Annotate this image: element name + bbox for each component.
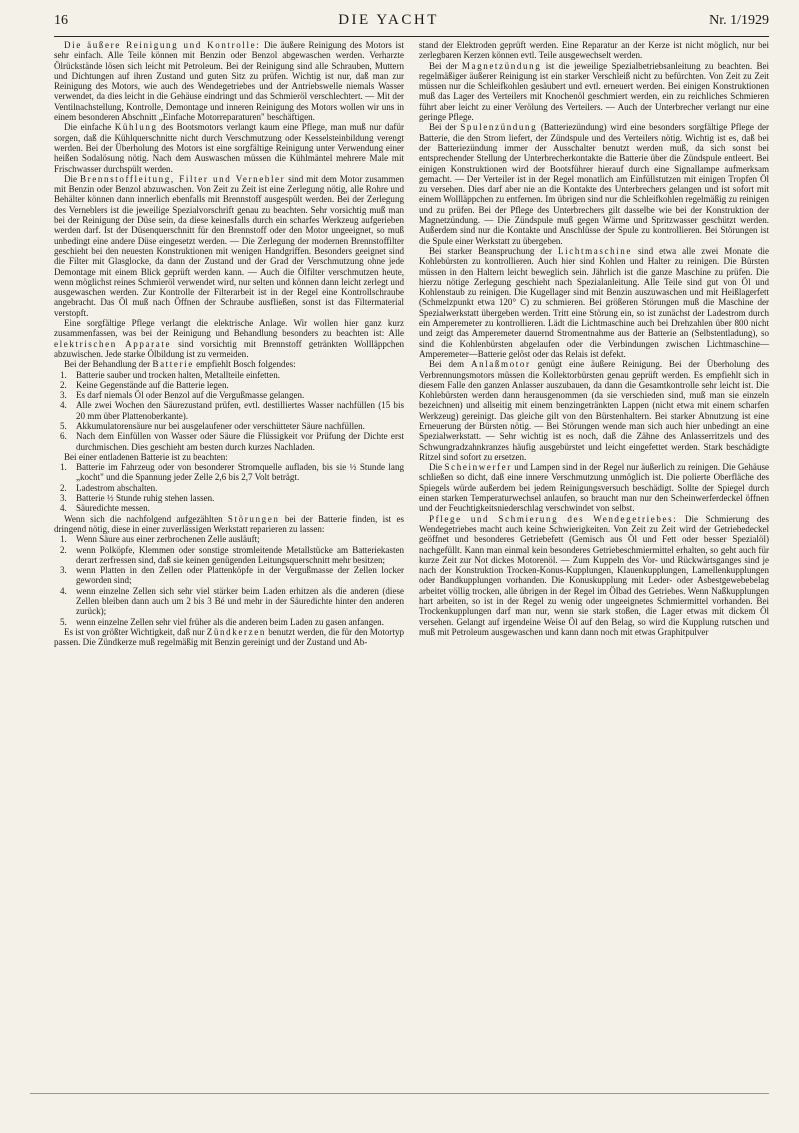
page-number: 16 <box>54 13 68 28</box>
paragraph-spark-plugs: Es ist von größter Wichtigkeit, daß nur Zündkerzen benutzt werden, die für den Motortyp passen. Die Zündkerze muß regelmäßig mit Benzin gereinigt und der Zustand und Ab- <box>54 626 404 648</box>
paragraph-electrics: Eine sorgfältige Pflege verlangt die elektrische Anlage. Wir wollen hier ganz kurz zusammenfassen, was bei der Reinigung und Behandlung besonders zu beachten ist: Alle elektrischen Apparate sind vorsichtig mit Brennstoff getränkten Wollläppchen abzuwischen. Jede starke Ölbildung ist zu vermeiden. <box>54 318 404 359</box>
list-item <box>54 431 404 452</box>
list-text: Ladestrom abschalten. <box>76 482 158 493</box>
list-item <box>54 483 404 493</box>
list-item <box>54 421 404 431</box>
discharged-battery-list <box>54 462 404 513</box>
list-text: Batterie ½ Stunde ruhig stehen lassen. <box>76 493 215 504</box>
list-number: 5. <box>60 616 67 627</box>
paragraph-starter: Bei dem Anlaßmotor genügt eine äußere Reinigung. Bei der Überholung des Verbrennungsmotors müssen die Kollektorbürsten genau geprüft werden. Es empfiehlt sich in diesem Falle den ganzen Anlasser auszubauen, da dann die Gesamtkontrolle sehr leicht ist. Die Kohlebürsten werden dann herausgenommen (da sie verschieden sind, muß man sie einzeln bezeichnen) und allseitig mit einem benzingetränkten Lappen (nicht etwa mit einem scharfen Werkzeug) gereinigt. Das gleiche gilt von den Bürstenhaltern. Bei starker Abnutzung ist eine Erneuerung der Bürsten nötig. — Bei Störungen wende man sich auch hier unbedingt an eine Spezialwerkstatt. — Sehr wichtig ist es noch, daß die Zähne des Anlasserritzels und des Schwungradzahnkranzes häufig ausgebürstet und leicht eingefettet werden. Stark beschädigte Ritzel sind sofort zu ersetzen. <box>419 359 769 462</box>
paragraph-magneto: Bei der Magnetzündung ist die jeweilige Spezialbetriebsanleitung zu beachten. Bei regelmäßiger äußerer Reinigung ist ein starker Verschleiß nicht zu befürchten. Von Zeit zu Zeit müssen nur die Schleifkohlen gesäubert und evtl. erneuert werden. Bei einigen Konstruktionen muß das Lager des Verteilers mit Knochenöl geschmiert werden, ein zu reichliches Schmieren führt aber leicht zu einer Verölung des Verteilers. — Auch der Unterbrecher verlangt nur eine geringe Pflege. <box>419 60 770 123</box>
list-item <box>54 493 404 503</box>
paragraph-coil-ignition: Bei der Spulenzündung (Batteriezündung) wird eine besonders sorgfältige Pflege der Batterie, die den Strom liefert, der Zündspule und des Verteilers nötig. Wichtig ist es, daß bei der Batteriezündung immer der Ausschalter benutzt werden muß, da sich sonst bei entsprechender Stellung der Unterbrecherkontakte die Batterie über die Zündspule entleert. Bei einigen Konstruktionen wird der Bootsführer hierauf durch eine Signallampe aufmerksam gemacht. — Der Verteiler ist in der Regel monatlich am Einfüllstutzen mit einigen Tropfen Öl zu versehen. Dies darf aber nie an die Kontakte des Unterbrechers gelangen und ist sofort mit einem Wollläppchen zu entfernen. Im übrigen sind nur die Schleifkohlen regelmäßig zu reinigen und zu prüfen. Bei der Pflege des Unterbrechers gilt dasselbe wie bei der Konstruktion der Magnetzündung. — Die Zündspule muß gegen Wärme und Spritzwasser geschützt werden. Außerdem sind nur die Kontakte und Anschlüsse der Spule zu kontrollieren. Bei Störungen ist die Spule einer Werkstatt zu übergeben. <box>419 122 769 246</box>
list-text: Säuredichte messen. <box>76 503 150 514</box>
paragraph-battery: Bei der Behandlung der Batterie empfiehlt Bosch folgendes: <box>64 359 296 370</box>
battery-faults-list <box>54 534 404 627</box>
list-number: 4. <box>60 400 67 411</box>
paragraph-cooling: Die einfache Kühlung des Bootsmotors verlangt kaum eine Pflege, man muß nur dafür sorgen, daß die Kühlquerschnitte nicht durch Verschmutzung oder Kesselsteinbildung verengt werden. Bei der Überholung des Motors ist eine sorgfältige Reinigung unter Verwendung einer heißen Sodalösung nötig. Nach dem Auswaschen müssen die Kühlmäntel mehrere Male mit Frischwasser durchspült werden. <box>54 122 404 174</box>
list-text: Es darf niemals Öl oder Benzol auf die Vergußmasse gelangen. <box>76 390 305 401</box>
list-text: Wenn Säure aus einer zerbrochenen Zelle ausläuft; <box>76 534 260 545</box>
paragraph-discharged: Bei einer entladenen Batterie ist zu beachten: <box>64 451 228 462</box>
list-number: 2. <box>60 379 67 390</box>
paragraph-spark-plugs-cont: stand der Elektroden geprüft werden. Eine Reparatur an der Kerze ist nicht möglich, nur bei zerlegbaren Kerzen können evtl. Teile ausgewechselt werden. <box>419 40 769 61</box>
list-text: Alle zwei Wochen den Säurezustand prüfen, evtl. destilliertes Wasser nachfüllen (15 bis 20 mm über Plattenoberkante). <box>76 400 404 421</box>
list-number: 1. <box>60 462 67 473</box>
list-item <box>54 565 404 586</box>
list-item <box>54 545 404 566</box>
page-header <box>54 12 769 32</box>
issue-number: Nr. 1/1929 <box>709 13 769 28</box>
list-text: Batterie im Fahrzeug oder von besonderer Stromquelle aufladen, bis sie ½ Stunde lang „kocht" und die Spannung jeder Zelle 2,6 bis 2,7 Volt beträgt. <box>76 462 404 483</box>
list-number: 2. <box>60 482 67 493</box>
paragraph-gearbox: Pflege und Schmierung des Wendegetriebes: Die Schmierung des Wendegetriebes macht auch keine Schwierigkeiten. Von Zeit zu Zeit wird der Getriebedeckel geöffnet und besonderes Getriebefett (Gemisch aus Öl und Fett oder besser Spezialöl) nachgefüllt. Kann man einmal kein besonderes Getriebeschmiermittel erhalten, so geht auch für kurze Zeit zur Not dickes Motorenöl. — Zum Kuppeln des Vor- und Rückwärtsganges sind je nach der Konstruktion Trocken-Konus-Kupplungen, Klauenkupplungen, Lamellenkupplungen oder Bandkupplungen vorhanden. Die Konuskupplung mit Leder- oder Asbestgewebebelag arbeitet völlig trocken, alle übrigen in der Regel im Ölbad des Getriebes. Wenn Naßkupplungen hart arbeiten, so ist in der Regel zu wenig oder ungeeignetes Schmiermittel vorhanden. Bei Trockenkupplungen darf man nur, wenn sie stark stoßen, die Lager etwas mit dickem Öl versehen. Gelangt auf irgendeine Weise Öl auf den Belag, so wird die Kupplung rutschen und muß mit Petroleum ausgewaschen und kann dann noch mit etwas Graphitpulver <box>419 513 769 637</box>
list-text: Nach dem Einfüllen von Wasser oder Säure die Flüssigkeit vor Prüfung der Dichte erst durchmischen. Dies geschieht am besten durch kurzes Nachladen. <box>76 431 404 452</box>
left-column <box>54 40 404 648</box>
list-item <box>54 503 404 513</box>
list-number: 4. <box>60 503 67 514</box>
list-item <box>54 617 404 627</box>
list-text: wenn einzelne Zellen sehr viel früher als die anderen beim Laden zu gasen anfangen. <box>76 616 384 627</box>
battery-care-list <box>54 370 404 452</box>
list-item <box>54 390 404 400</box>
bottom-rule <box>30 1093 769 1094</box>
right-column <box>419 40 769 648</box>
list-number: 3. <box>60 565 67 576</box>
list-text: wenn einzelne Zellen sich sehr viel stärker beim Laden erhitzen als die anderen (diese Zellen bleiben dann auch um 2 bis 3 Bé und mehr in der Säuredichte hinter den anderen zurück); <box>76 585 404 617</box>
list-item <box>54 586 404 617</box>
list-text: Akkumulatorensäure nur bei ausgelaufener oder verschütteter Säure nachfüllen. <box>76 420 365 431</box>
list-number: 3. <box>60 390 67 401</box>
list-item <box>54 370 404 380</box>
list-number: 2. <box>60 544 67 555</box>
list-number: 1. <box>60 369 67 380</box>
list-text: wenn Polköpfe, Klemmen oder sonstige stromleitende Metallstücke am Batteriekasten derart zerfressen sind, daß sie keinen genügenden Leitungsquerschnitt mehr besitzen; <box>76 544 404 565</box>
paragraph-cleaning: Die äußere Reinigung und Kontrolle: Die äußere Reinigung des Motors ist sehr einfach. Alle Teile können mit Benzin oder Benzol abgewaschen werden. Verharzte Ölrückstände lösen sich leicht mit Petroleum. Bei der Reinigung sind alle Schrauben, Muttern und Dichtungen auf ihren Zustand und guten Sitz zu prüfen. Wichtig ist nur, daß man zur Reinigung des Motors, wie auch des Wendegetriebes und der Antriebswelle niemals Wasser verwendet, da dies leicht in die Gehäuse eindringt und das Schmieröl verschlechtert. — Mit der Ventilnachstellung, Kontrolle, Demontage und inneren Reinigung des Motors wollen wir uns in einem besonderen Abschnitt „Einfache Motorreparaturen" beschäftigen. <box>54 40 404 123</box>
header-rule <box>54 36 769 37</box>
list-item <box>54 400 404 421</box>
list-text: Keine Gegenstände auf die Batterie legen. <box>76 379 229 390</box>
list-number: 5. <box>60 420 67 431</box>
list-item <box>54 462 404 483</box>
list-item <box>54 380 404 390</box>
paragraph-headlights: Die Scheinwerfer und Lampen sind in der Regel nur äußerlich zu reinigen. Die Gehäuse schließen so dicht, daß eine innere Verschmutzung unmöglich ist. Die polierte Oberfläche des Spiegels würde außerdem bei jedem Reinigungsversuch beschädigt. Sollte der Spiegel durch einen starken Temperaturwechsel anlaufen, so braucht man nur den Scheinwerferdeckel öffnen und der Feuchtigkeitsniederschlag verschwindet von selbst. <box>419 462 769 514</box>
list-number: 3. <box>60 493 67 504</box>
paragraph-dynamo: Bei starker Beanspruchung der Lichtmaschine sind etwa alle zwei Monate die Kohlebürsten zu kontrollieren. Auch hier sind Kohlen und Halter zu reinigen. Die Bürsten müssen in den Haltern leicht beweglich sein. Jährlich ist die ganze Maschine zu prüfen. Die hierzu nötige Zerlegung geschieht nach Spezialanleitung. Alle Teile sind gut von Öl und Kohlenstaub zu reinigen. Die Kugellager sind mit Benzin auszuwaschen und mit Heißlagerfett (Schmelzpunkt etwa 120° C) zu schmieren. Bei größeren Störungen muß die Maschine der Spezialwerkstatt übergeben werden. Tritt eine Störung ein, so ist zunächst der Ladestrom durch ein Amperemeter zu kontrollieren. Lädt die Lichtmaschine auch bei Drehzahlen über 800 nicht und zeigt das Amperemeter dauernd Stromentnahme aus der Batterie an (Selbstentladung), so sind die Kohlenbürsten abgelaufen oder die Verbindungen zwischen Lichtmaschine—Amperemeter—Batterie gelöst oder das Relais ist defekt. <box>419 245 769 359</box>
paragraph-faults: Wenn sich die nachfolgend aufgezählten Störungen bei der Batterie finden, ist es dringend nötig, diese in einer zuverlässigen Werkstatt reparieren zu lassen: <box>54 513 404 534</box>
magazine-title: DIE YACHT <box>338 12 439 28</box>
list-item <box>54 534 404 544</box>
list-number: 4. <box>60 585 67 596</box>
paragraph-fuel-line: Die Brennstoffleitung, Filter und Vernebler sind mit dem Motor zusammen mit Benzin oder Benzol abzuwaschen. Von Zeit zu Zeit ist eine Zerlegung nötig, alle Rohre und Behälter können dann innerlich ebenfalls mit Brennstoff ausgespült werden. Bei der Zerlegung des Verneblers ist die jeweilige Spezialvorschrift genau zu beachten. Sehr vorsichtig muß man bei der Reinigung der Düse sein, da diese keinesfalls durch ein scharfes Werkzeug aufgerieben werden darf. Ist der Düsenquerschnitt für den Brennstoff oder den Motor ungeeignet, so muß unbedingt eine andere Düse eingesetzt werden. — Die Zerlegung der modernen Brennstoffilter geschieht bei den neuesten Konstruktionen mit wenigen Handgriffen. Besonders geeignet sind die Filter mit Glasglocke, da dann der Zustand und der Grad der Verschmutzung ohne jede Demontage mit einem Blick geprüft werden kann. — Auch die Ölfilter verschmutzen heute, wenn möglichst reines Schmieröl verwendet wird, nur selten und können dann leicht zerlegt und ausgewaschen werden. Zur Kontrolle der Filterarbeit ist in der Regel eine Kontrollschraube angebracht. Das Öl muß nach Öffnen der Schraube ausfließen, sonst ist das Filtermaterial verstopft. <box>54 173 404 318</box>
list-text: Batterie sauber und trocken halten, Metallteile einfetten. <box>76 369 280 380</box>
list-number: 6. <box>60 431 67 442</box>
list-text: wenn Platten in den Zellen oder Plattenköpfe in der Vergußmasse der Zellen locker geworden sind; <box>76 565 404 586</box>
article-columns <box>54 40 769 648</box>
list-number: 1. <box>60 534 67 545</box>
